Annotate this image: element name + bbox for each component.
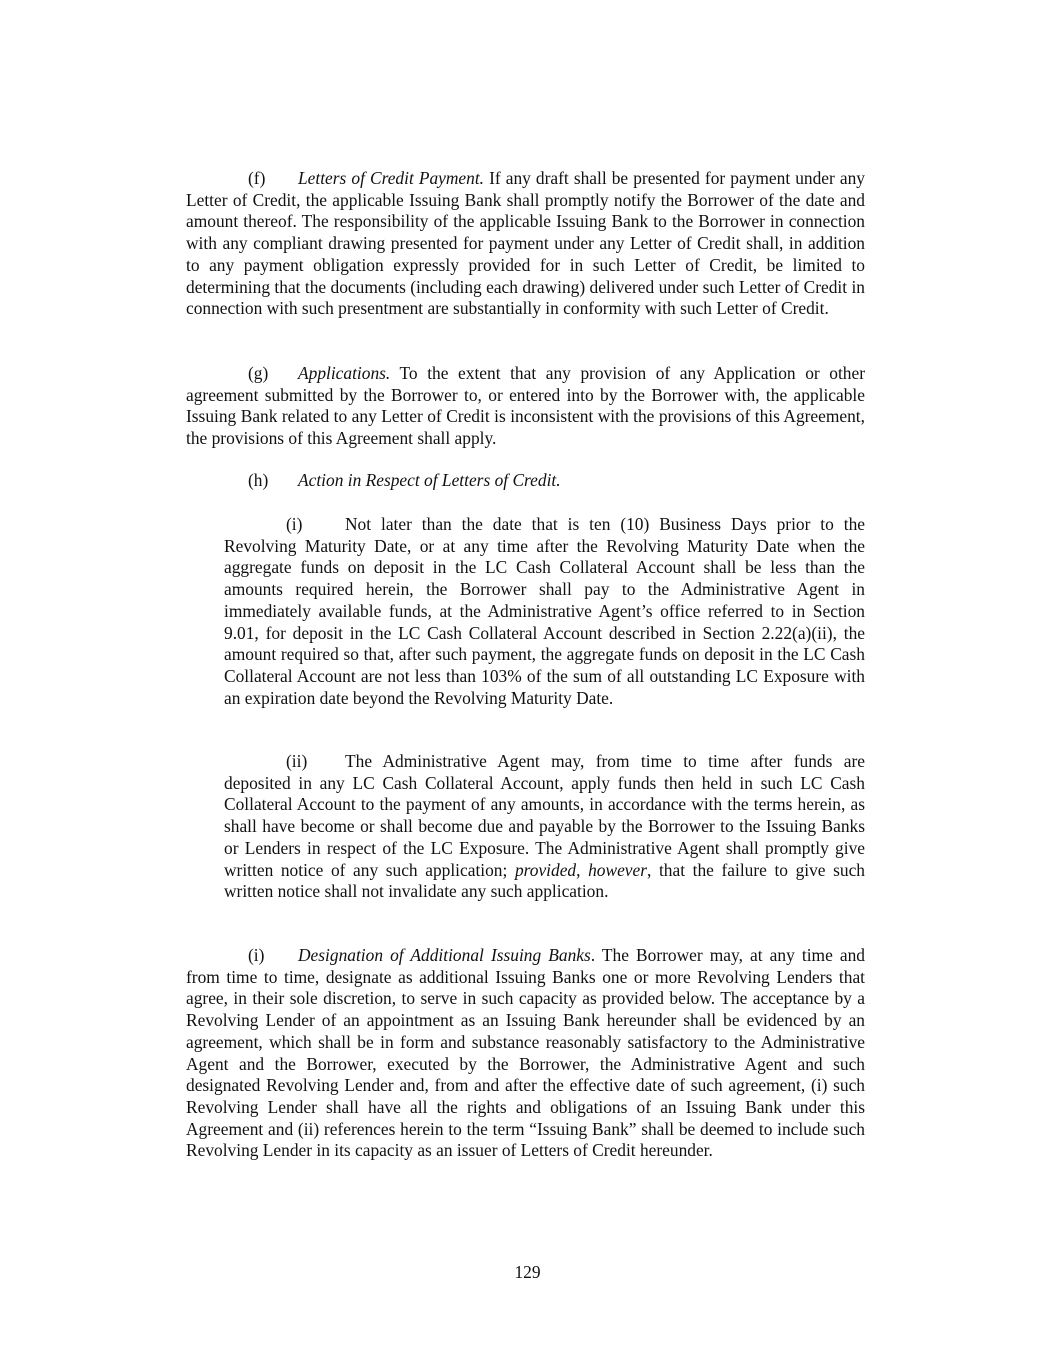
paragraph-f: [186, 168, 865, 320]
paragraph-h: [186, 470, 865, 492]
subparagraph-body-end: , that the failure to give such written notice shall not invalidate any such application.: [224, 859, 866, 902]
paragraph-body: If any draft shall be presented for payment under any Letter of Credit, the applicable Issuing Bank shall promptly notify the Borrower of the date and amount thereof. The responsibility of the applicable Issuing Bank to the Borrower in connection with any compliant drawing presented for payment under any Letter of Credit shall, in addition to any payment obligation expressly provided for in such Letter of Credit, be limited to determining that the documents (including each drawing) delivered under such Letter of Credit in connection with such presentment are substantially in conformity with such Letter of Credit.: [186, 168, 865, 319]
emphasis-however: however: [588, 859, 647, 880]
paragraph-body: . The Borrower may, at any time and from time to time, designate as additional Issuing Banks one or more Revolving Lenders that agree, in their sole discretion, to serve in such capacity as provided below. The acceptance by a Revolving Lender of an appointment as an Issuing Bank hereunder shall be evidenced by an agreement, which shall be in form and substance reasonably satisfactory to the Administrative Agent and the Borrower, executed by the Borrower, the Administrative Agent and such designated Revolving Lender and, from and after the effective date of such agreement, (i) such Revolving Lender shall have all the rights and obligations of an Issuing Bank under this Agreement and (ii) references herein to the term “Issuing Bank” shall be deemed to include such Revolving Lender in its capacity as an issuer of Letters of Credit hereunder.: [186, 945, 865, 1161]
page-number: 129: [514, 1262, 541, 1282]
subparagraph-body: Not later than the date that is ten (10) Business Days prior to the Revolving Maturity Date, or at any time after the Revolving Maturity Date when the aggregate funds on deposit in the LC Cash Collateral Account shall be less than the amounts required herein, the Borrower shall pay to the Administrative Agent in immediately available funds, at the Administrative Agent’s office referred to in Section 9.01, for deposit in the LC Cash Collateral Account described in Section 2.22(a)(ii), the amount required so that, after such payment, the aggregate funds on deposit in the LC Cash Collateral Account are not less than 103% of the sum of all outstanding LC Exposure with an expiration date beyond the Revolving Maturity Date.: [224, 514, 865, 708]
emphasis-provided: provided: [514, 859, 577, 880]
paragraph-heading: Designation of Additional Issuing Banks: [298, 945, 591, 965]
subparagraph-separator: ,: [576, 859, 589, 880]
paragraph-body: To the extent that any provision of any Application or other agreement submitted by the Borrower to, or entered into by the Borrower with, the applicable Issuing Bank related to any Letter of Credit is inconsistent with the provisions of this Agreement, the provisions of this Agreement shall apply.: [186, 363, 865, 449]
paragraph-marker: (g): [248, 363, 269, 383]
subparagraph-h-ii: [224, 751, 865, 903]
paragraph-marker: (h): [248, 470, 269, 490]
paragraph-marker: (i): [248, 945, 265, 965]
subparagraph-body: The Administrative Agent may, from time to time after funds are deposited in any LC Cash Collateral Account, apply funds then held in such LC Cash Collateral Account to the payment of any amounts, in accordance with the terms herein, as shall have become or shall become due and payable by the Borrower to the Issuing Banks or Lenders in respect of the LC Exposure. The Administrative Agent shall promptly give written notice of any such application;: [224, 751, 865, 880]
paragraph-i: [186, 945, 865, 1162]
paragraph-marker: (f): [248, 168, 266, 188]
subparagraph-marker: (ii): [286, 751, 308, 771]
paragraph-heading: Action in Respect of Letters of Credit.: [298, 470, 561, 490]
paragraph-g: [186, 363, 865, 450]
subparagraph-h-i: [224, 514, 865, 709]
paragraph-heading: Letters of Credit Payment.: [298, 168, 485, 188]
paragraph-heading: Applications.: [298, 363, 391, 383]
subparagraph-marker: (i): [286, 514, 303, 534]
